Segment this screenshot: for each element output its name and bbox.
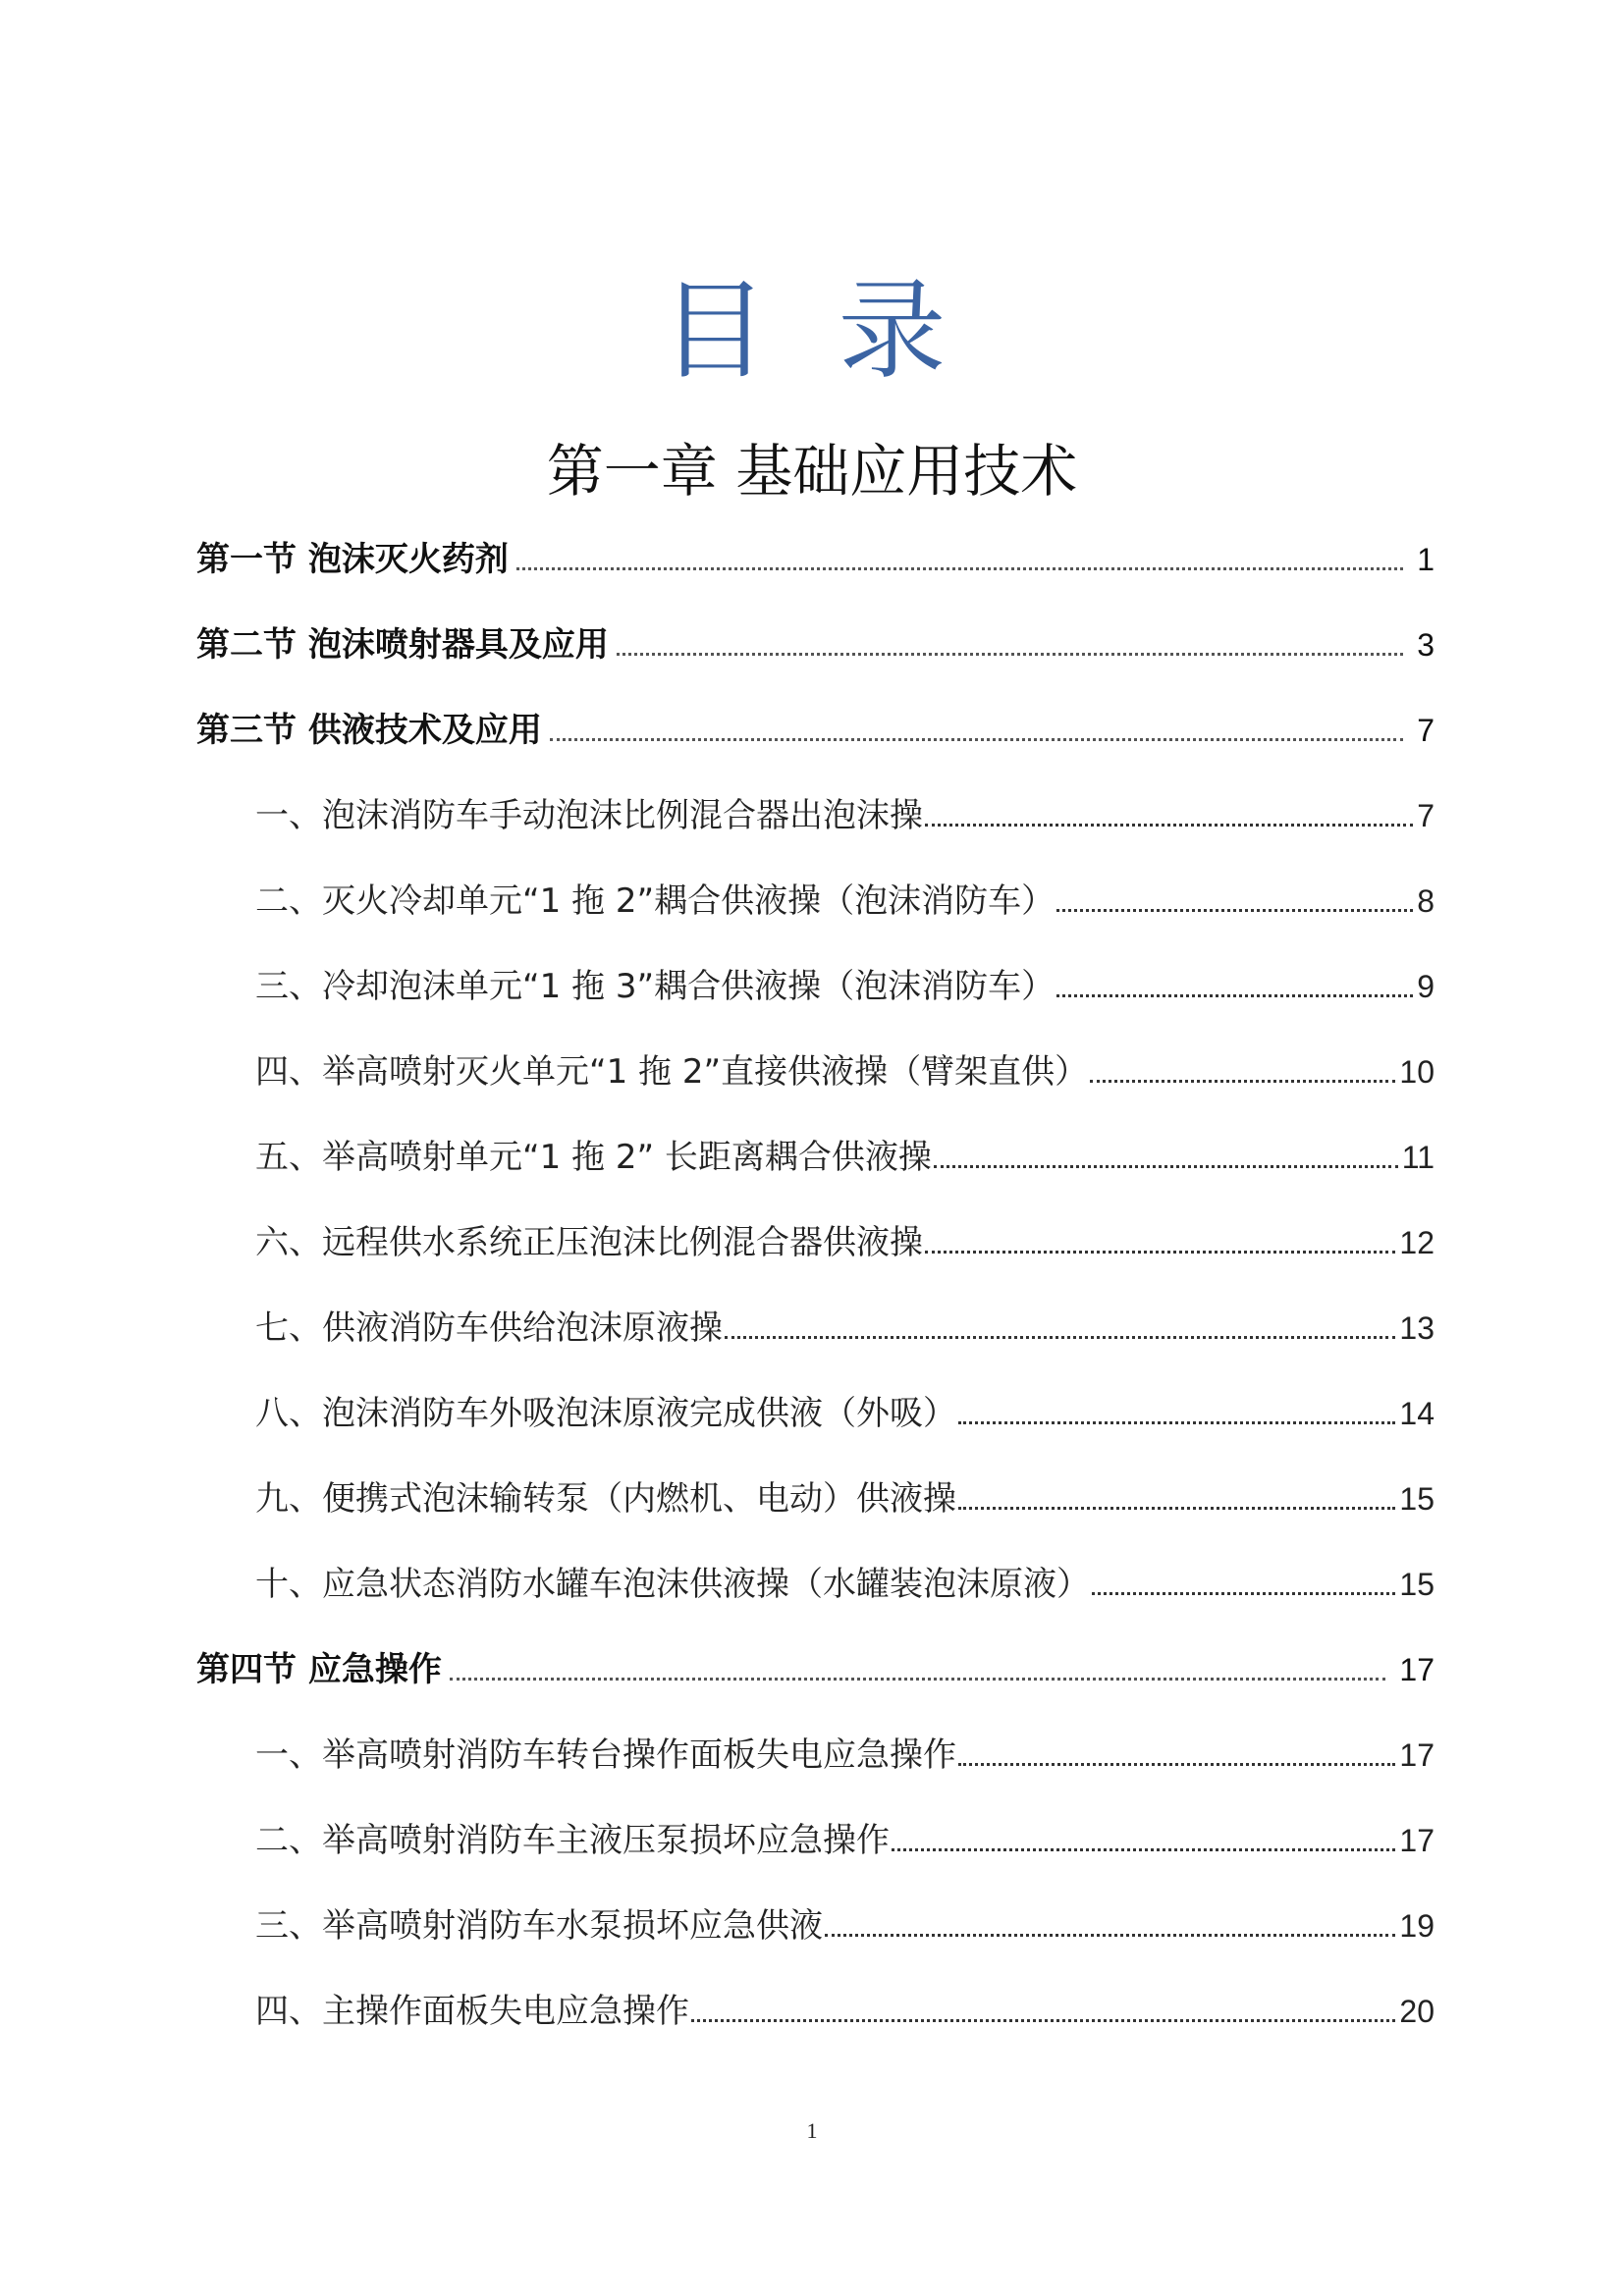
toc-entry-title: 八、泡沫消防车外吸泡沫原液完成供液（外吸）: [255, 1394, 956, 1433]
toc-entry-item[interactable]: [255, 1469, 1435, 1528]
toc-entry-page: 15: [1399, 1567, 1435, 1602]
toc-entry-title: 第二节 泡沫喷射器具及应用: [196, 625, 609, 665]
toc-leader-dots: [1056, 909, 1413, 912]
toc-entry-title: 三、举高喷射消防车水泵损坏应急供液: [255, 1906, 823, 1946]
toc-entry-page: 17: [1399, 1823, 1435, 1858]
toc-leader-dots: [958, 1507, 1395, 1510]
toc-entry-section[interactable]: [196, 1640, 1435, 1699]
toc-entry-title: 四、举高喷射灭火单元“1 拖 2”直接供液操（臂架直供）: [255, 1052, 1089, 1092]
toc-entry-page: 12: [1399, 1225, 1435, 1260]
toc-entry-item[interactable]: [255, 1811, 1435, 1870]
toc-entry-item[interactable]: [255, 1299, 1435, 1358]
toc-entry-page: 7: [1417, 798, 1435, 833]
toc-entry-section[interactable]: [196, 530, 1435, 589]
toc-entry-title: 第四节 应急操作: [196, 1650, 442, 1689]
toc-entry-item[interactable]: [255, 957, 1435, 1016]
toc-leader-dots: [725, 1336, 1395, 1339]
toc-leader-dots: [617, 653, 1403, 656]
toc-entry-page: 13: [1399, 1310, 1435, 1346]
toc-entry-title: 一、举高喷射消防车转台操作面板失电应急操作: [255, 1735, 956, 1775]
toc-entry-item[interactable]: [255, 872, 1435, 931]
toc-entry-title: 二、灭火冷却单元“1 拖 2”耦合供液操（泡沫消防车）: [255, 881, 1056, 921]
page-number: 1: [806, 2118, 818, 2143]
toc-entry-item[interactable]: [255, 1128, 1435, 1187]
toc-entry-page: 17: [1399, 1737, 1435, 1773]
toc-entry-page: 11: [1401, 1140, 1435, 1175]
toc-entry-page: 17: [1399, 1652, 1435, 1687]
toc-leader-dots: [1090, 1080, 1395, 1083]
chapter-title: 第一章 基础应用技术: [546, 438, 1078, 505]
toc-entry-item[interactable]: [255, 1555, 1435, 1614]
toc-entry-title: 二、举高喷射消防车主液压泵损坏应急操作: [255, 1821, 890, 1860]
toc-entry-title: 一、泡沫消防车手动泡沫比例混合器出泡沫操: [255, 796, 923, 835]
toc-leader-dots: [516, 567, 1403, 570]
toc-entry-item[interactable]: [255, 1213, 1435, 1272]
toc-leader-dots: [1056, 994, 1413, 997]
toc-entry-page: 8: [1417, 883, 1435, 919]
toc-entry-item[interactable]: [255, 1982, 1435, 2041]
toc-entry-item[interactable]: [255, 786, 1435, 845]
toc-leader-dots: [934, 1165, 1398, 1168]
toc-leader-dots: [450, 1678, 1386, 1681]
toc-entry-page: 20: [1399, 1994, 1435, 2029]
toc-entry-page: 1: [1417, 542, 1435, 577]
toc-entry-title: 四、主操作面板失电应急操作: [255, 1992, 689, 2031]
toc-entry-title: 第一节 泡沫灭火药剂: [196, 540, 509, 579]
toc-entry-title: 六、远程供水系统正压泡沫比例混合器供液操: [255, 1223, 923, 1262]
toc-entry-item[interactable]: [255, 1384, 1435, 1443]
toc-entry-title: 十、应急状态消防水罐车泡沫供液操（水罐装泡沫原液）: [255, 1565, 1090, 1604]
toc-leader-dots: [825, 1934, 1395, 1937]
toc-entry-page: 7: [1417, 713, 1435, 748]
toc-entry-title: 第三节 供液技术及应用: [196, 711, 542, 750]
toc-entry-title: 七、供液消防车供给泡沫原液操: [255, 1308, 723, 1348]
toc-leader-dots: [892, 1848, 1395, 1851]
toc-entry-title: 九、便携式泡沫输转泵（内燃机、电动）供液操: [255, 1479, 956, 1519]
toc-leader-dots: [1092, 1592, 1395, 1595]
toc-entry-page: 3: [1417, 627, 1435, 663]
toc-entry-title: 三、冷却泡沫单元“1 拖 3”耦合供液操（泡沫消防车）: [255, 967, 1056, 1006]
toc-entry-page: 15: [1399, 1481, 1435, 1517]
toc-entry-title: 五、举高喷射单元“1 拖 2” 长距离耦合供液操: [255, 1138, 932, 1177]
toc-entry-item[interactable]: [255, 1726, 1435, 1785]
toc-leader-dots: [691, 2019, 1395, 2022]
toc-entry-item[interactable]: [255, 1896, 1435, 1955]
toc-leader-dots: [925, 824, 1413, 827]
toc-entry-page: 9: [1417, 969, 1435, 1004]
toc-entry-section[interactable]: [196, 701, 1435, 760]
toc-entry-item[interactable]: [255, 1042, 1435, 1101]
toc-entry-section[interactable]: [196, 615, 1435, 674]
toc-leader-dots: [925, 1251, 1395, 1254]
toc-leader-dots: [550, 738, 1403, 741]
page-title: 目 录: [660, 268, 964, 394]
toc-entry-page: 19: [1399, 1908, 1435, 1944]
toc-entry-page: 14: [1399, 1396, 1435, 1431]
toc-leader-dots: [958, 1763, 1395, 1766]
toc-leader-dots: [958, 1421, 1395, 1424]
toc-entry-page: 10: [1399, 1054, 1435, 1090]
